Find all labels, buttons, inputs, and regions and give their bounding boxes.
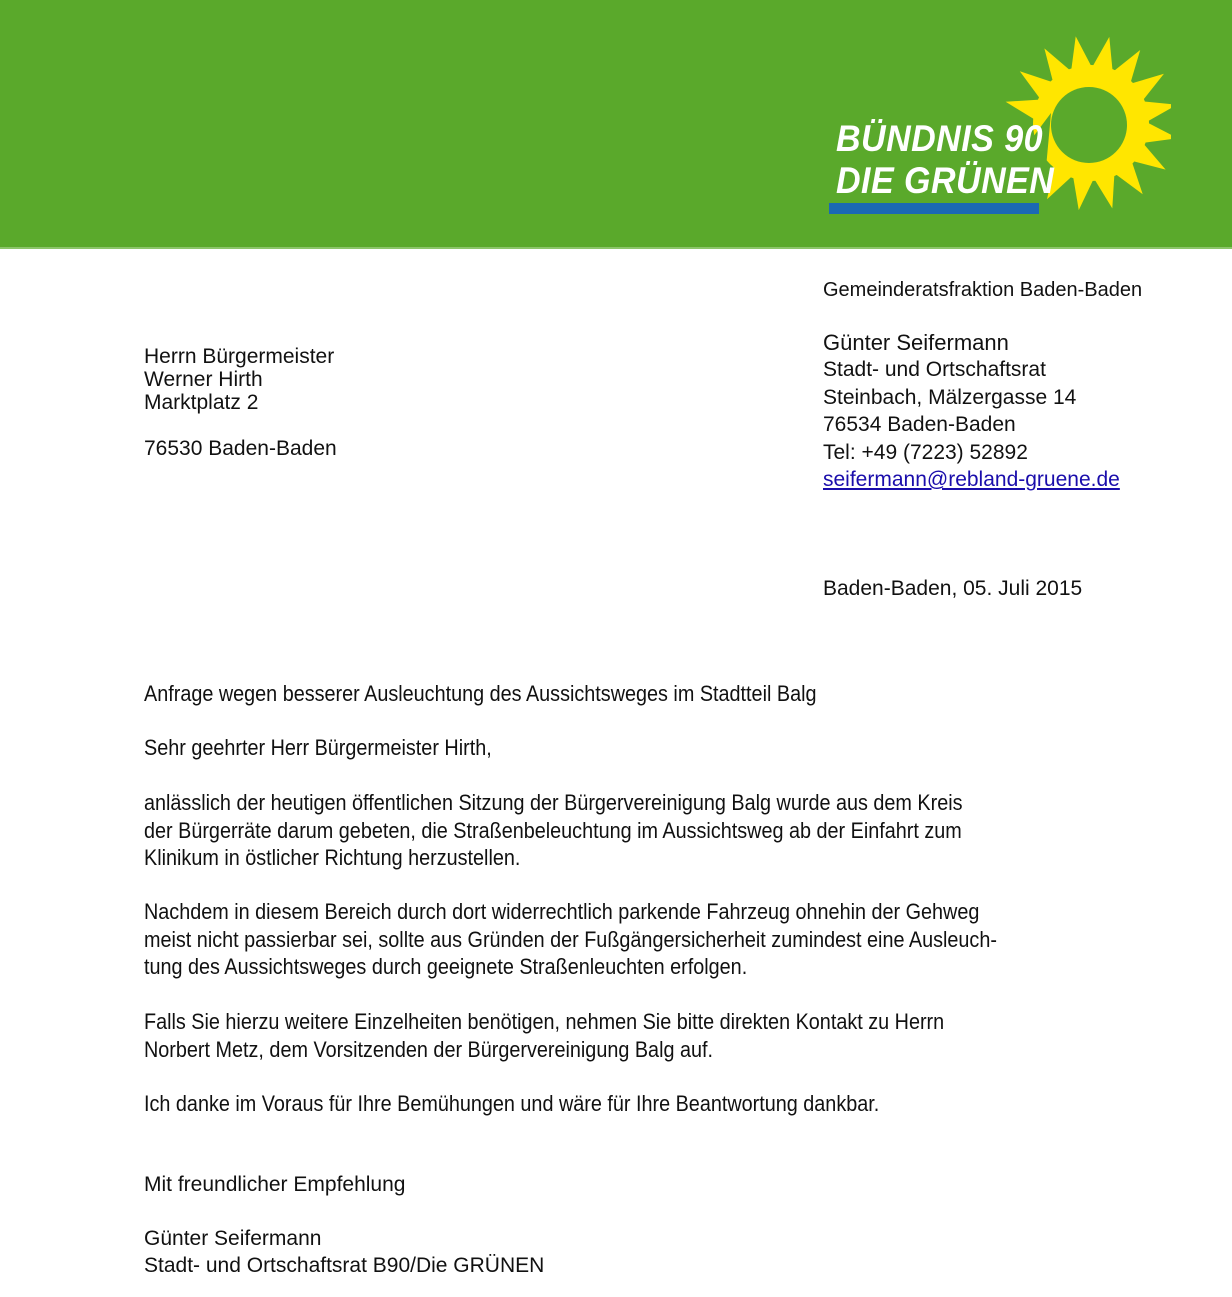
sender-line: Stadt- und Ortschaftsrat — [823, 358, 1046, 382]
recipient-city: 76530 Baden-Baden — [144, 437, 337, 460]
recipient-line: Marktplatz 2 — [144, 391, 259, 414]
sender-line: Tel: +49 (7223) 52892 — [823, 440, 1028, 464]
sender-block — [823, 329, 1120, 493]
sender-line: Steinbach, Mälzergasse 14 — [823, 385, 1077, 409]
paragraph-line: Nachdem in diesem Bereich durch dort widerrechtlich parkende Fahrzeug ohnehin der Gehweg — [144, 899, 980, 924]
paragraph-line: tung des Aussichtsweges durch geeignete Straßenleuchten erfolgen. — [144, 954, 748, 979]
recipient-address — [144, 345, 337, 460]
logo-text-buendnis: BÜNDNIS 90 — [836, 118, 1043, 159]
salutation: Sehr geehrter Herr Bürgermeister Hirth, — [144, 735, 492, 760]
header-banner — [0, 0, 1232, 249]
paragraph-line: Klinikum in östlicher Richtung herzustellen. — [144, 845, 521, 870]
signature-name: Günter Seifermann — [144, 1227, 322, 1250]
paragraph-2 — [144, 898, 997, 981]
sender-name: Günter Seifermann — [823, 330, 1009, 355]
party-logo — [826, 28, 1171, 220]
logo-text-gruenen: DIE GRÜNEN — [836, 160, 1055, 201]
letter-date: Baden-Baden, 05. Juli 2015 — [823, 577, 1083, 600]
paragraph-line: Falls Sie hierzu weitere Einzelheiten benötigen, nehmen Sie bitte direkten Kontakt zu Herrn — [144, 1009, 945, 1034]
paragraph-3 — [144, 1008, 944, 1063]
paragraph-line: anlässlich der heutigen öffentlichen Sitzung der Bürgervereinigung Balg wurde aus dem Kreis — [144, 790, 963, 815]
closing: Mit freundlicher Empfehlung — [144, 1173, 406, 1196]
paragraph-line: Ich danke im Voraus für Ihre Bemühungen und wäre für Ihre Beantwortung dankbar. — [144, 1091, 880, 1116]
letter-subject: Anfrage wegen besserer Ausleuchtung des Aussichtsweges im Stadtteil Balg — [144, 681, 817, 706]
sender-organization: Gemeinderatsfraktion Baden-Baden — [823, 279, 1143, 301]
signature-title: Stadt- und Ortschaftsrat B90/Die GRÜNEN — [144, 1254, 545, 1277]
paragraph-1 — [144, 789, 963, 872]
logo-blue-bar — [829, 203, 1039, 214]
recipient-line: Werner Hirth — [144, 368, 263, 391]
recipient-line: Herrn Bürgermeister — [144, 345, 335, 368]
paragraph-line: der Bürgerräte darum gebeten, die Straßenbeleuchtung im Aussichtsweg ab der Einfahrt zum — [144, 817, 962, 843]
paragraph-line: meist nicht passierbar sei, sollte aus Gründen der Fußgängersicherheit zumindest eine Ausleuch- — [144, 926, 997, 952]
sender-line: 76534 Baden-Baden — [823, 413, 1016, 437]
signature-block — [144, 1225, 544, 1279]
paragraph-4 — [144, 1090, 879, 1118]
sender-email-link[interactable]: seifermann@rebland-gruene.de — [823, 467, 1120, 491]
paragraph-line: Norbert Metz, dem Vorsitzenden der Bürgervereinigung Balg auf. — [144, 1036, 714, 1062]
